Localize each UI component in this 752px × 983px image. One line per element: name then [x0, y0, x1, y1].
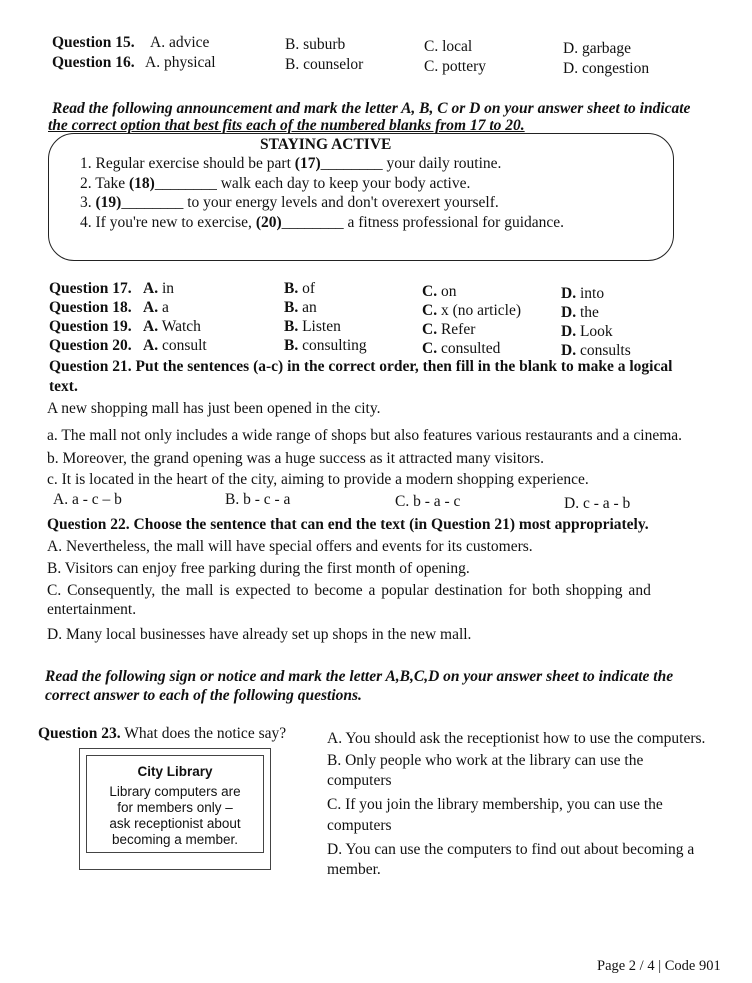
question-21-sentence-b: b. Moreover, the grand opening was a huge success as it attracted many visitors. — [47, 450, 544, 467]
question-19-row — [49, 318, 739, 338]
option-a: A. advice — [150, 34, 210, 51]
question-label: Question 18. — [49, 299, 132, 316]
page-footer: Page 2 / 4 | Code 901 — [597, 958, 721, 974]
notice-line: for members only – — [117, 800, 233, 815]
option-c: C. consulted — [422, 340, 501, 357]
question-label: Question 15. — [52, 34, 135, 51]
question-label: Question 19. — [49, 318, 132, 335]
question-21-option-c: C. b - a - c — [395, 493, 461, 510]
option-c: C. on — [422, 283, 457, 300]
question-21-stem-line2: text. — [49, 378, 78, 395]
option-c: C. Refer — [422, 321, 476, 338]
question-23-option-c-line2: computers — [327, 817, 392, 834]
option-c: C. x (no article) — [422, 302, 521, 319]
question-23-stem: Question 23. What does the notice say? — [38, 725, 287, 742]
question-23-option-c: C. If you join the library membership, you can use the — [327, 796, 663, 813]
question-20-row — [49, 337, 739, 357]
announcement-title: STAYING ACTIVE — [260, 136, 392, 153]
option-b: B. Listen — [284, 318, 341, 335]
option-c: C. local — [424, 38, 473, 55]
question-15-row — [52, 34, 732, 57]
option-a: A. Watch — [143, 318, 201, 335]
option-d: D. garbage — [563, 40, 631, 57]
option-a: A. physical — [145, 54, 216, 71]
announcement-item-4: 4. If you're new to exercise, (20)________ a fitness professional for guidance. — [80, 214, 565, 231]
question-23-option-b: B. Only people who work at the library can use the — [327, 752, 644, 769]
question-21-stem: Question 21. Put the sentences (a-c) in the correct order, then fill in the blank to make a logical — [49, 358, 673, 375]
announcement-item-1: 1. Regular exercise should be part (17)________ your daily routine. — [80, 155, 502, 172]
announcement-item-2: 2. Take (18)________ walk each day to keep your body active. — [80, 175, 471, 192]
option-c: C. pottery — [424, 58, 486, 75]
question-16-row — [52, 54, 732, 77]
question-22-option-c-line2: entertainment. — [47, 601, 137, 618]
option-d: D. into — [561, 285, 605, 302]
notice-line: Library computers are — [109, 784, 241, 799]
question-22-option-b: B. Visitors can enjoy free parking during the first month of opening. — [47, 560, 470, 577]
question-23-option-d-line2: member. — [327, 861, 381, 878]
question-22-stem: Question 22. Choose the sentence that can end the text (in Question 21) most appropriately. — [47, 516, 649, 533]
question-22-option-c: C. Consequently, the mall is expected to become a popular destination for both shopping and — [47, 582, 651, 599]
question-22-option-a: A. Nevertheless, the mall will have special offers and events for its customers. — [47, 538, 533, 555]
question-22-option-d: D. Many local businesses have already set up shops in the new mall. — [47, 626, 472, 643]
question-21-intro: A new shopping mall has just been opened in the city. — [47, 400, 381, 417]
question-18-row — [49, 299, 739, 319]
option-d: D. congestion — [563, 60, 650, 77]
question-21-option-a: A. a - c – b — [53, 491, 122, 508]
notice-line: ask receptionist about — [109, 816, 241, 831]
option-b: B. of — [284, 280, 316, 297]
question-21-option-b: B. b - c - a — [225, 491, 291, 508]
option-a: A. in — [143, 280, 175, 297]
question-label: Question 17. — [49, 280, 132, 297]
question-21-sentence-c: c. It is located in the heart of the city, aiming to provide a modern shopping experience. — [47, 471, 589, 488]
question-23-option-b-line2: computers — [327, 772, 392, 789]
question-23-option-d: D. You can use the computers to find out about becoming a — [327, 841, 695, 858]
option-a: A. consult — [143, 337, 207, 354]
question-label: Question 20. — [49, 337, 132, 354]
announcement-item-3: 3. (19)________ to your energy levels and don't overexert yourself. — [80, 194, 499, 211]
instruction-notice-line2: correct answer to each of the following questions. — [45, 687, 362, 704]
question-23-option-a: A. You should ask the receptionist how to use the computers. — [327, 730, 706, 747]
option-b: B. consulting — [284, 337, 367, 354]
question-21-sentence-a: a. The mall not only includes a wide range of shops but also features various restaurants and a cinema. — [47, 427, 683, 444]
question-17-row — [49, 280, 739, 300]
instruction-announcement-line2: the correct option that best fits each of the numbered blanks from 17 to 20. — [48, 117, 525, 134]
notice-line: becoming a member. — [111, 832, 239, 847]
option-a: A. a — [143, 299, 169, 316]
instruction-announcement: Read the following announcement and mark the letter A, B, C or D on your answer sheet to indicate — [52, 100, 691, 117]
library-notice — [79, 748, 271, 870]
option-d: D. consults — [561, 342, 631, 359]
question-21-option-d: D. c - a - b — [564, 495, 631, 512]
option-b: B. an — [284, 299, 317, 316]
library-notice-inner — [86, 755, 264, 853]
notice-title: City Library — [137, 764, 213, 779]
option-d: D. Look — [561, 323, 613, 340]
option-d: D. the — [561, 304, 599, 321]
instruction-notice: Read the following sign or notice and mark the letter A,B,C,D on your answer sheet to indicate the — [45, 668, 674, 685]
question-label: Question 16. — [52, 54, 135, 71]
option-b: B. counselor — [285, 56, 364, 73]
option-b: B. suburb — [285, 36, 346, 53]
